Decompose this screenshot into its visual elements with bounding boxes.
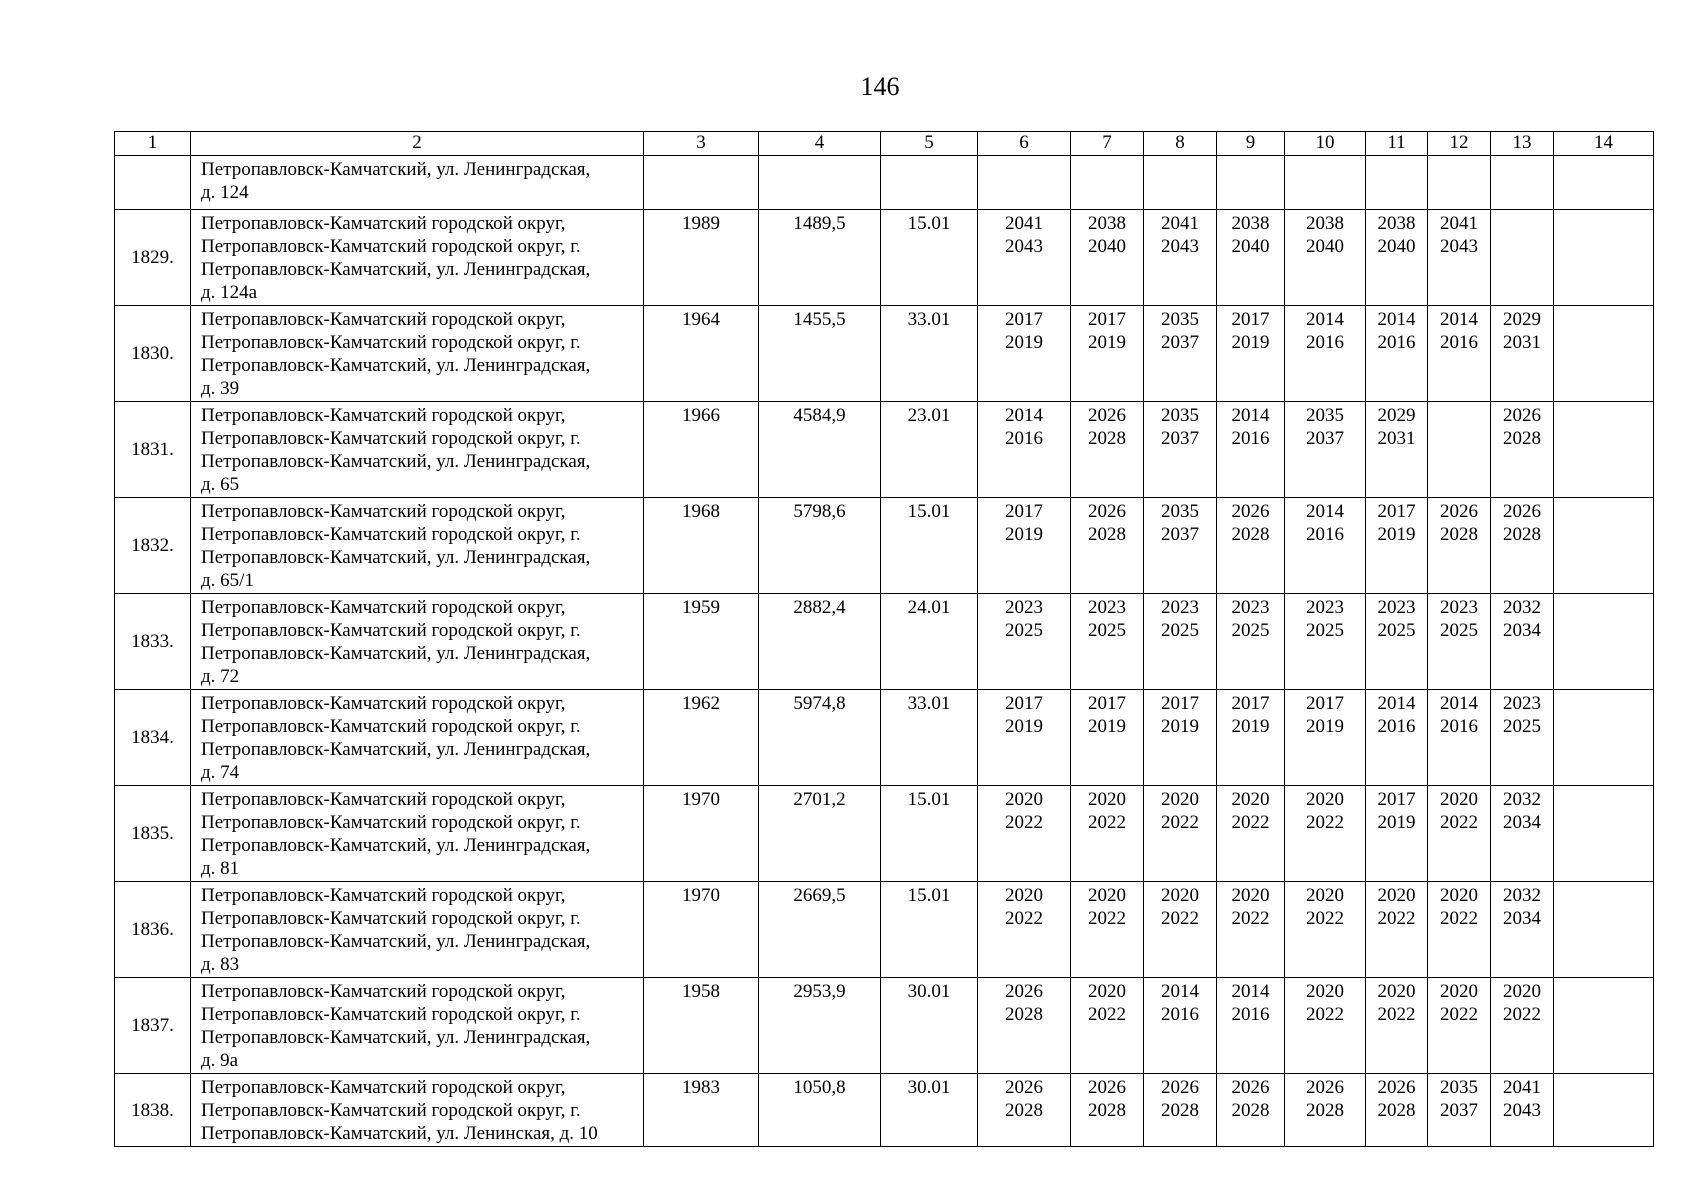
period-cell: 2026 2028 [1071, 402, 1144, 498]
period-cell: 2020 2022 [1217, 882, 1285, 978]
column-header: 1 [115, 132, 191, 156]
area-cell [759, 156, 881, 210]
page-number: 146 [860, 72, 900, 101]
period-cell: 2023 2025 [978, 594, 1071, 690]
address-cell: Петропавловск-Камчатский городской округ, Петропавловск-Камчатский городской округ, г. Петропавловск-Камчатский, ул. Ленинградская, д. 39 [191, 306, 644, 402]
table-row [115, 594, 1654, 690]
column-header: 9 [1217, 132, 1285, 156]
address-cell: Петропавловск-Камчатский городской округ, Петропавловск-Камчатский городской округ, г. Петропавловск-Камчатский, ул. Ленинградская, д. 9а [191, 978, 644, 1074]
period-cell: 2017 2019 [1217, 306, 1285, 402]
period-cell [1366, 156, 1428, 210]
row-number: 1830. [115, 306, 191, 402]
period-cell: 2041 2043 [1144, 210, 1217, 306]
period-cell [1217, 156, 1285, 210]
table-row [115, 402, 1654, 498]
registry-table [114, 131, 1654, 1147]
period-cell: 2020 2022 [1428, 978, 1491, 1074]
period-cell: 2023 2025 [1285, 594, 1366, 690]
period-cell: 2041 2043 [1428, 210, 1491, 306]
column-header: 14 [1554, 132, 1654, 156]
column-header: 6 [978, 132, 1071, 156]
period-cell: 2020 2022 [1071, 786, 1144, 882]
period-cell: 2020 2022 [1071, 978, 1144, 1074]
period-cell: 2014 2016 [978, 402, 1071, 498]
table-row [115, 156, 1654, 210]
period-cell: 2014 2016 [1366, 690, 1428, 786]
row-number: 1829. [115, 210, 191, 306]
period-cell: 2038 2040 [1285, 210, 1366, 306]
address-cell: Петропавловск-Камчатский городской округ, Петропавловск-Камчатский городской округ, г. Петропавловск-Камчатский, ул. Ленинградская, д. 124а [191, 210, 644, 306]
area-cell: 5974,8 [759, 690, 881, 786]
area-cell: 2669,5 [759, 882, 881, 978]
period-cell: 2014 2016 [1428, 306, 1491, 402]
column-14-cell [1554, 882, 1654, 978]
period-cell: 2032 2034 [1491, 786, 1554, 882]
period-cell: 2020 2022 [1428, 882, 1491, 978]
period-cell: 2020 2022 [1217, 786, 1285, 882]
row-number: 1833. [115, 594, 191, 690]
period-cell: 2014 2016 [1366, 306, 1428, 402]
code-cell: 15.01 [881, 498, 978, 594]
period-cell: 2020 2022 [1144, 786, 1217, 882]
period-cell: 2017 2019 [978, 306, 1071, 402]
address-cell: Петропавловск-Камчатский городской округ, Петропавловск-Камчатский городской округ, г. Петропавловск-Камчатский, ул. Ленинская, д. 10 [191, 1074, 644, 1147]
table-row [115, 306, 1654, 402]
period-cell: 2035 2037 [1144, 498, 1217, 594]
address-cell: Петропавловск-Камчатский городской округ, Петропавловск-Камчатский городской округ, г. Петропавловск-Камчатский, ул. Ленинградская, д. 72 [191, 594, 644, 690]
period-cell: 2026 2028 [1491, 402, 1554, 498]
period-cell: 2017 2019 [1217, 690, 1285, 786]
period-cell: 2035 2037 [1285, 402, 1366, 498]
period-cell: 2035 2037 [1144, 402, 1217, 498]
period-cell: 2038 2040 [1217, 210, 1285, 306]
table-row [115, 210, 1654, 306]
table-row [115, 1074, 1654, 1147]
column-header: 10 [1285, 132, 1366, 156]
period-cell: 2020 2022 [1428, 786, 1491, 882]
address-cell: Петропавловск-Камчатский городской округ, Петропавловск-Камчатский городской округ, г. Петропавловск-Камчатский, ул. Ленинградская, д. 81 [191, 786, 644, 882]
area-cell: 4584,9 [759, 402, 881, 498]
table-row [115, 690, 1654, 786]
period-cell: 2017 2019 [1071, 306, 1144, 402]
row-number: 1838. [115, 1074, 191, 1147]
period-cell: 2017 2019 [1366, 786, 1428, 882]
period-cell: 2026 2028 [1285, 1074, 1366, 1147]
code-cell: 30.01 [881, 1074, 978, 1147]
period-cell [1144, 156, 1217, 210]
year-built-cell [644, 156, 759, 210]
column-14-cell [1554, 690, 1654, 786]
table-row [115, 882, 1654, 978]
period-cell: 2020 2022 [1285, 786, 1366, 882]
row-number: 1832. [115, 498, 191, 594]
period-cell: 2032 2034 [1491, 594, 1554, 690]
period-cell: 2026 2028 [1071, 498, 1144, 594]
period-cell: 2026 2028 [1071, 1074, 1144, 1147]
column-14-cell [1554, 402, 1654, 498]
year-built-cell: 1970 [644, 882, 759, 978]
column-number-row [115, 132, 1654, 156]
column-header: 4 [759, 132, 881, 156]
period-cell: 2023 2025 [1071, 594, 1144, 690]
period-cell [1071, 156, 1144, 210]
area-cell: 5798,6 [759, 498, 881, 594]
period-cell: 2038 2040 [1366, 210, 1428, 306]
period-cell: 2032 2034 [1491, 882, 1554, 978]
code-cell: 33.01 [881, 306, 978, 402]
code-cell: 30.01 [881, 978, 978, 1074]
column-header: 2 [191, 132, 644, 156]
period-cell: 2014 2016 [1285, 498, 1366, 594]
column-header: 8 [1144, 132, 1217, 156]
period-cell: 2026 2028 [1491, 498, 1554, 594]
table-row [115, 978, 1654, 1074]
period-cell: 2026 2028 [978, 978, 1071, 1074]
period-cell [1428, 156, 1491, 210]
period-cell [978, 156, 1071, 210]
row-number: 1837. [115, 978, 191, 1074]
address-cell: Петропавловск-Камчатский, ул. Ленинградская, д. 124 [191, 156, 644, 210]
period-cell: 2017 2019 [1366, 498, 1428, 594]
column-header: 11 [1366, 132, 1428, 156]
period-cell [1285, 156, 1366, 210]
period-cell: 2026 2028 [1217, 498, 1285, 594]
period-cell: 2041 2043 [978, 210, 1071, 306]
area-cell: 1455,5 [759, 306, 881, 402]
period-cell: 2038 2040 [1071, 210, 1144, 306]
column-14-cell [1554, 786, 1654, 882]
table-body [115, 132, 1654, 1147]
period-cell: 2035 2037 [1428, 1074, 1491, 1147]
period-cell: 2026 2028 [1217, 1074, 1285, 1147]
year-built-cell: 1958 [644, 978, 759, 1074]
year-built-cell: 1964 [644, 306, 759, 402]
column-header: 12 [1428, 132, 1491, 156]
period-cell: 2017 2019 [1285, 690, 1366, 786]
year-built-cell: 1962 [644, 690, 759, 786]
column-header: 3 [644, 132, 759, 156]
column-14-cell [1554, 594, 1654, 690]
address-cell: Петропавловск-Камчатский городской округ, Петропавловск-Камчатский городской округ, г. Петропавловск-Камчатский, ул. Ленинградская, д. 83 [191, 882, 644, 978]
period-cell: 2020 2022 [1366, 978, 1428, 1074]
row-number: 1834. [115, 690, 191, 786]
year-built-cell: 1989 [644, 210, 759, 306]
column-14-cell [1554, 1074, 1654, 1147]
period-cell: 2026 2028 [1144, 1074, 1217, 1147]
code-cell: 24.01 [881, 594, 978, 690]
period-cell: 2020 2022 [1285, 882, 1366, 978]
period-cell: 2029 2031 [1491, 306, 1554, 402]
period-cell: 2017 2019 [1071, 690, 1144, 786]
area-cell: 2701,2 [759, 786, 881, 882]
code-cell: 15.01 [881, 786, 978, 882]
column-14-cell [1554, 210, 1654, 306]
row-number: 1831. [115, 402, 191, 498]
code-cell [881, 156, 978, 210]
column-header: 5 [881, 132, 978, 156]
period-cell: 2020 2022 [1071, 882, 1144, 978]
period-cell: 2026 2028 [978, 1074, 1071, 1147]
period-cell [1491, 210, 1554, 306]
year-built-cell: 1966 [644, 402, 759, 498]
period-cell: 2023 2025 [1491, 690, 1554, 786]
code-cell: 15.01 [881, 882, 978, 978]
period-cell [1491, 156, 1554, 210]
period-cell: 2014 2016 [1144, 978, 1217, 1074]
table-row [115, 786, 1654, 882]
period-cell: 2014 2016 [1217, 978, 1285, 1074]
period-cell: 2020 2022 [978, 786, 1071, 882]
column-14-cell [1554, 978, 1654, 1074]
area-cell: 2882,4 [759, 594, 881, 690]
code-cell: 33.01 [881, 690, 978, 786]
period-cell: 2023 2025 [1217, 594, 1285, 690]
column-header: 7 [1071, 132, 1144, 156]
area-cell: 1489,5 [759, 210, 881, 306]
period-cell: 2041 2043 [1491, 1074, 1554, 1147]
area-cell: 2953,9 [759, 978, 881, 1074]
row-number: 1835. [115, 786, 191, 882]
period-cell: 2026 2028 [1428, 498, 1491, 594]
period-cell: 2023 2025 [1366, 594, 1428, 690]
period-cell: 2020 2022 [1144, 882, 1217, 978]
table-row [115, 498, 1654, 594]
address-cell: Петропавловск-Камчатский городской округ, Петропавловск-Камчатский городской округ, г. Петропавловск-Камчатский, ул. Ленинградская, д. 65/1 [191, 498, 644, 594]
row-number [115, 156, 191, 210]
period-cell: 2017 2019 [1144, 690, 1217, 786]
column-14-cell [1554, 156, 1654, 210]
period-cell: 2020 2022 [1285, 978, 1366, 1074]
period-cell: 2014 2016 [1285, 306, 1366, 402]
period-cell: 2026 2028 [1366, 1074, 1428, 1147]
period-cell: 2023 2025 [1428, 594, 1491, 690]
year-built-cell: 1970 [644, 786, 759, 882]
year-built-cell: 1959 [644, 594, 759, 690]
period-cell: 2017 2019 [978, 690, 1071, 786]
period-cell: 2023 2025 [1144, 594, 1217, 690]
code-cell: 15.01 [881, 210, 978, 306]
year-built-cell: 1968 [644, 498, 759, 594]
period-cell: 2020 2022 [978, 882, 1071, 978]
code-cell: 23.01 [881, 402, 978, 498]
row-number: 1836. [115, 882, 191, 978]
column-header: 13 [1491, 132, 1554, 156]
period-cell: 2014 2016 [1217, 402, 1285, 498]
period-cell: 2017 2019 [978, 498, 1071, 594]
period-cell [1428, 402, 1491, 498]
column-14-cell [1554, 498, 1654, 594]
period-cell: 2035 2037 [1144, 306, 1217, 402]
period-cell: 2014 2016 [1428, 690, 1491, 786]
area-cell: 1050,8 [759, 1074, 881, 1147]
column-14-cell [1554, 306, 1654, 402]
address-cell: Петропавловск-Камчатский городской округ, Петропавловск-Камчатский городской округ, г. Петропавловск-Камчатский, ул. Ленинградская, д. 74 [191, 690, 644, 786]
period-cell: 2020 2022 [1491, 978, 1554, 1074]
period-cell: 2029 2031 [1366, 402, 1428, 498]
address-cell: Петропавловск-Камчатский городской округ, Петропавловск-Камчатский городской округ, г. Петропавловск-Камчатский, ул. Ленинградская, д. 65 [191, 402, 644, 498]
period-cell: 2020 2022 [1366, 882, 1428, 978]
year-built-cell: 1983 [644, 1074, 759, 1147]
